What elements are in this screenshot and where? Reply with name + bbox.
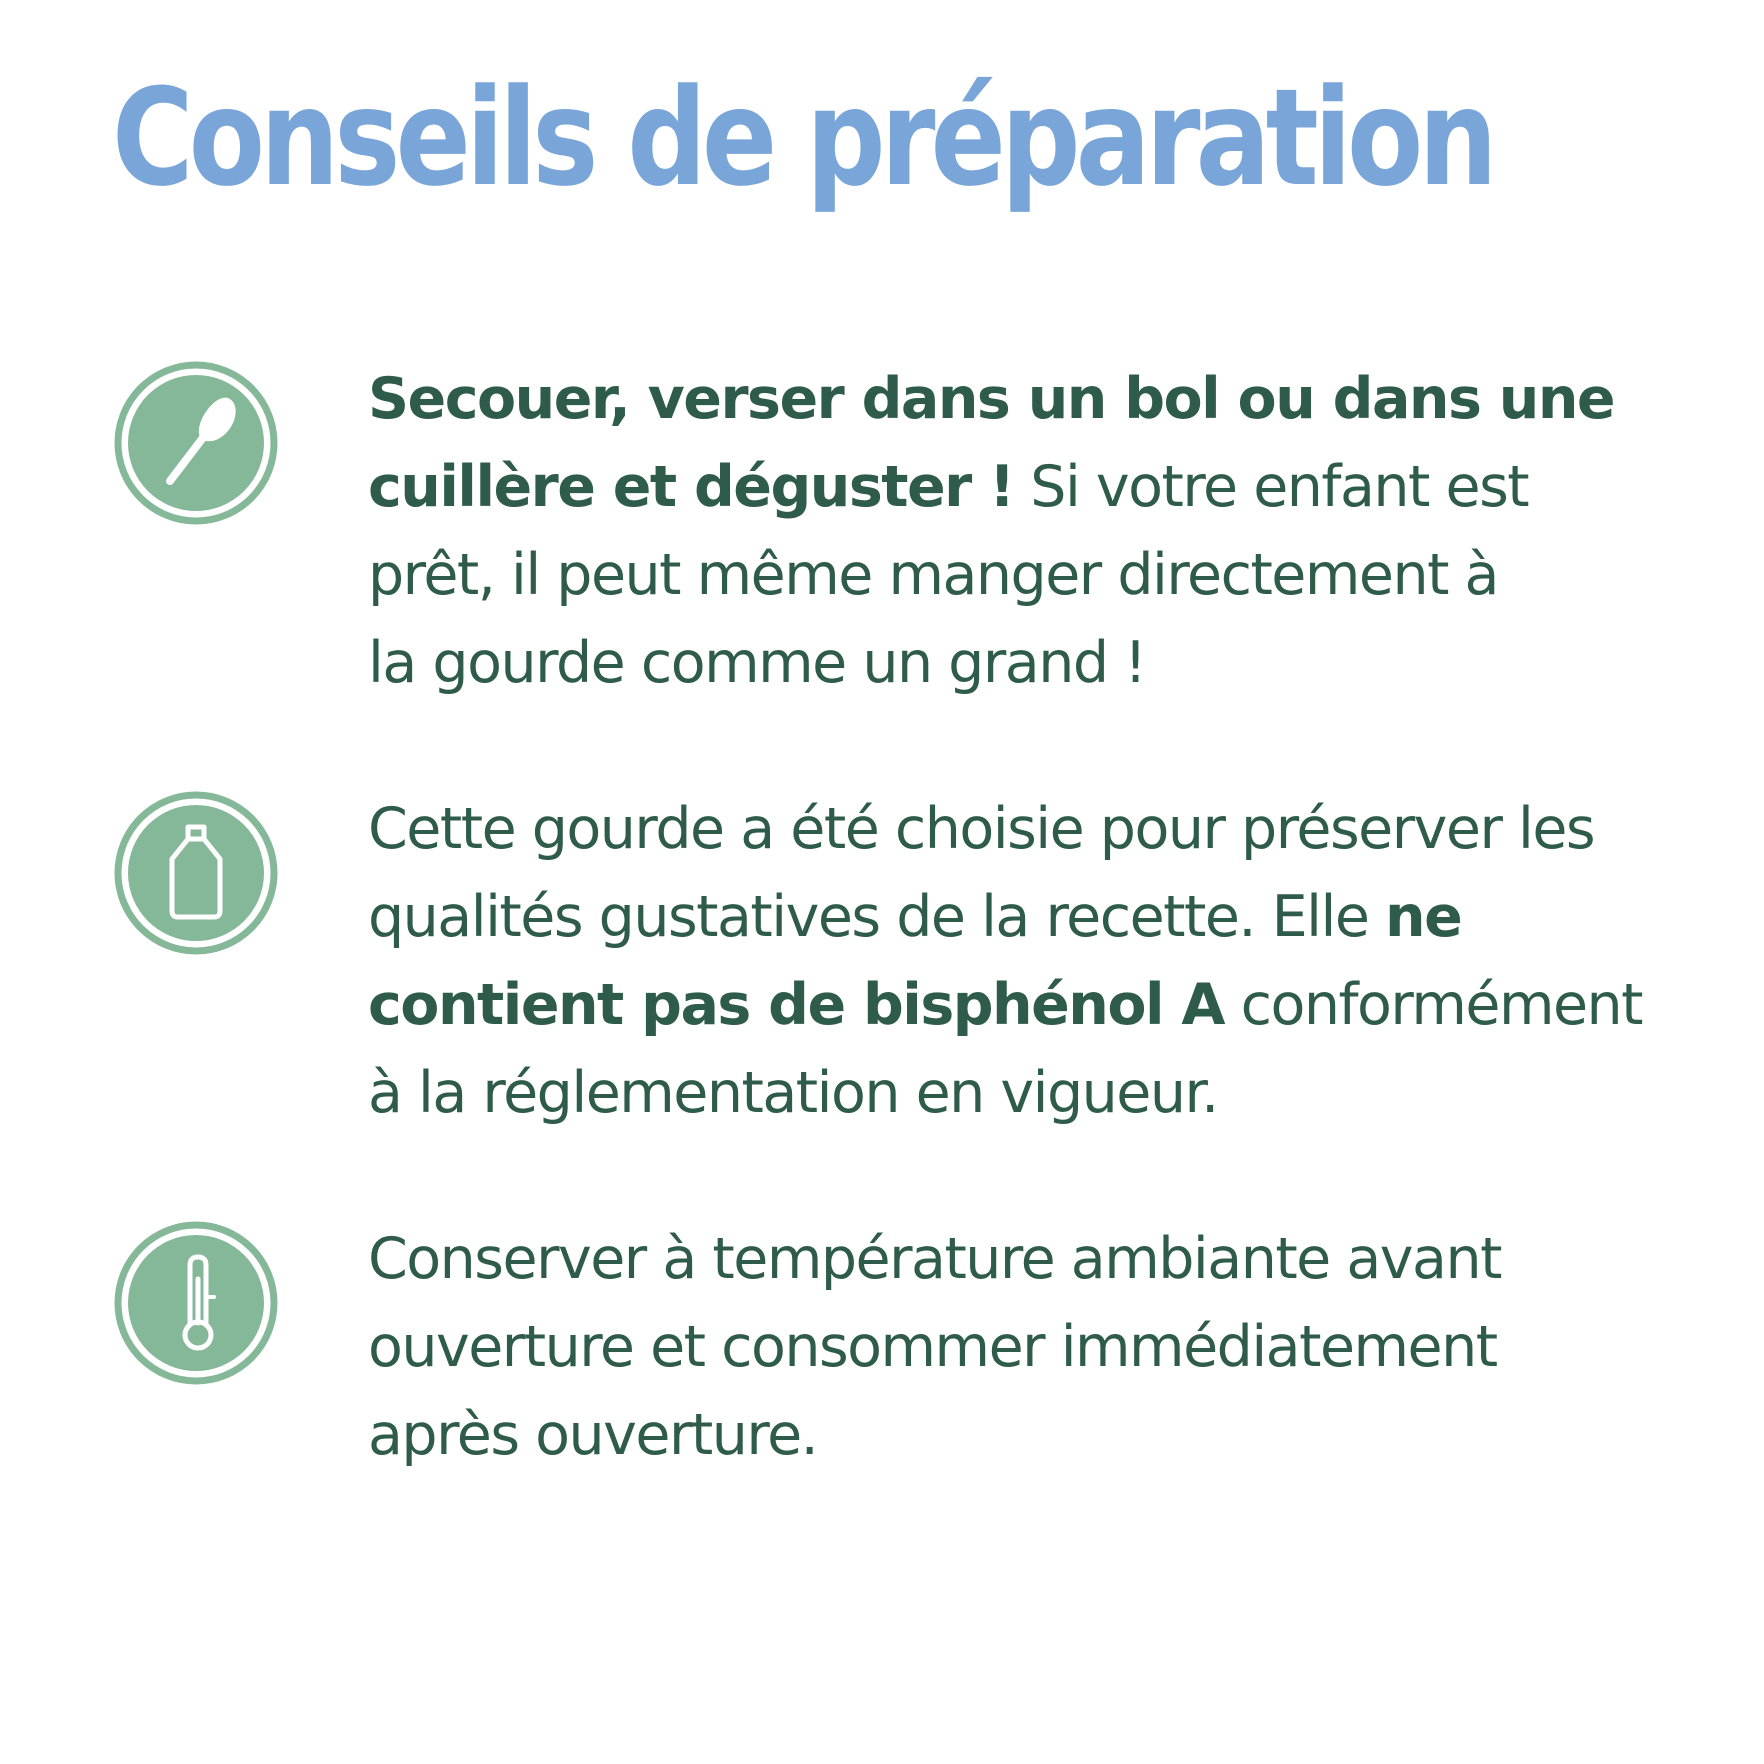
tip-text-regular: ouverture et consommer immédiatement: [368, 1314, 1497, 1380]
thermometer-icon: [112, 1219, 280, 1387]
tip-text: [368, 785, 1658, 1137]
page-title: Conseils de préparation: [112, 60, 1493, 216]
tip-text-regular: Conserver à température ambiante avant: [368, 1226, 1501, 1292]
tip-text-bold: contient pas de bisphénol A: [368, 972, 1225, 1038]
tip-text-regular: à la réglementation en vigueur.: [368, 1060, 1218, 1126]
tip-text-regular: Si votre enfant est: [1013, 454, 1529, 520]
tip-text-regular: la gourde comme un grand !: [368, 630, 1146, 696]
tip-text-regular: qualités gustatives de la recette. Elle: [368, 884, 1386, 950]
tip-text-bold: Secouer, verser dans un bol ou dans une: [368, 366, 1615, 432]
pouch-icon: [112, 789, 280, 957]
spoon-icon: [112, 359, 280, 527]
tip-text-regular: après ouverture.: [368, 1402, 818, 1468]
tip-text-bold: ne: [1385, 884, 1462, 950]
tip-text-regular: prêt, il peut même manger directement à: [368, 542, 1498, 608]
tip-text: [368, 355, 1658, 707]
tip-text-bold: cuillère et déguster !: [368, 454, 1014, 520]
tip-text-regular: Cette gourde a été choisie pour préserver les: [368, 796, 1595, 862]
tip-text-regular: conformément: [1224, 972, 1643, 1038]
tip-text: [368, 1215, 1658, 1479]
